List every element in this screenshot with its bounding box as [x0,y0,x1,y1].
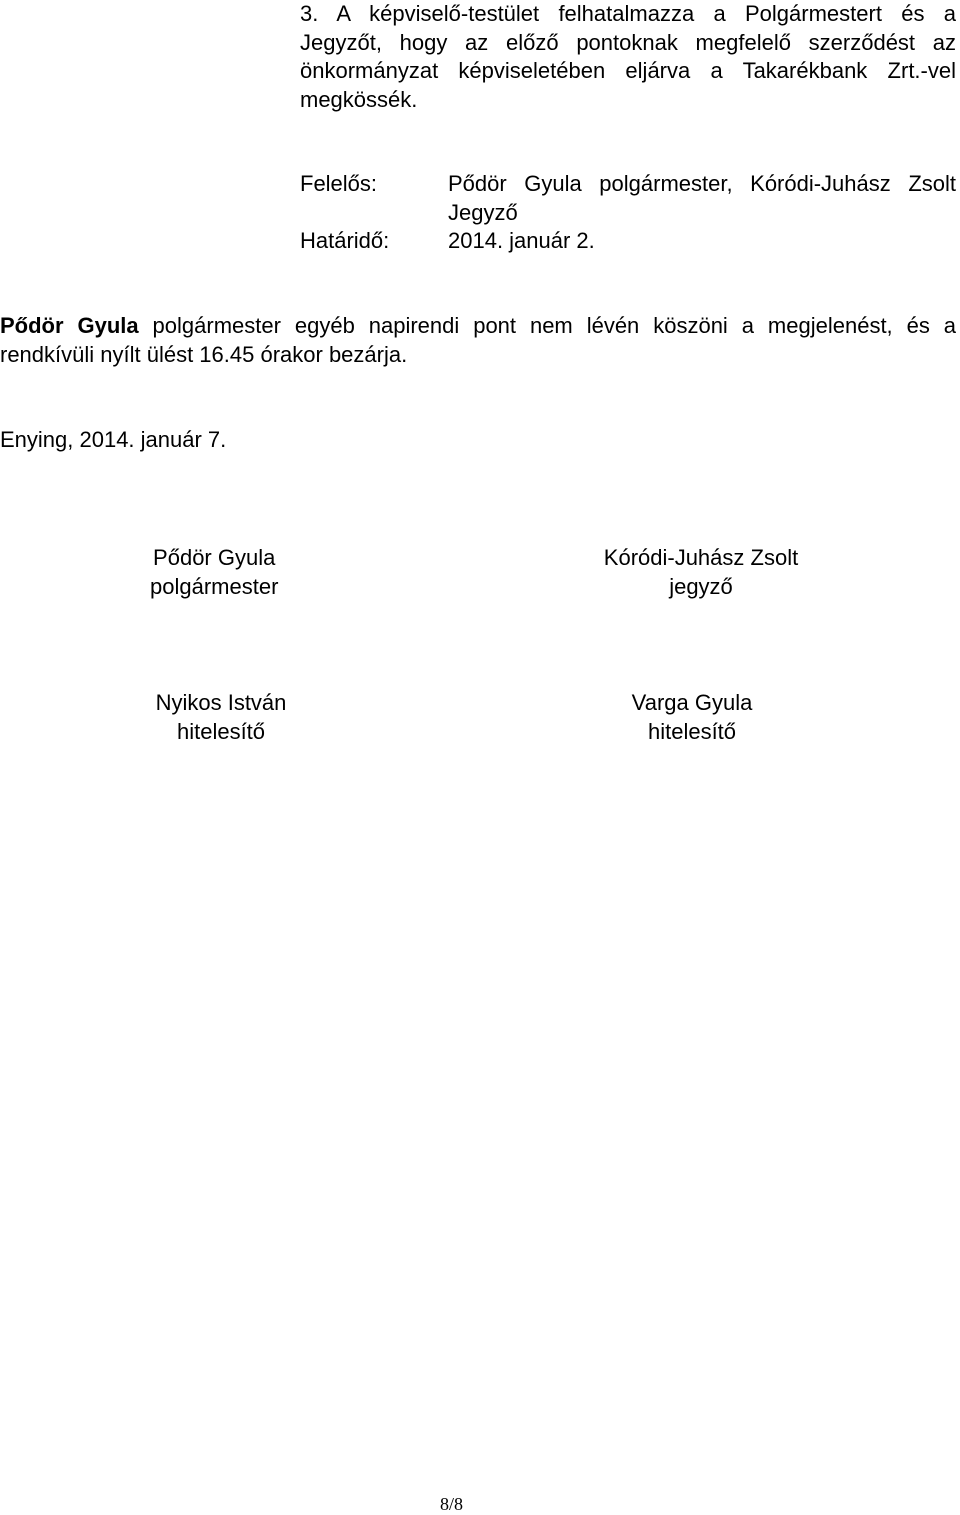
closing-line-1 [0,312,956,341]
signature-authenticator-1 [150,688,292,746]
signature-auth1-title: hitelesítő [176,719,266,744]
signature-auth2-title: hitelesítő [647,719,737,744]
hatarido-label: Határidő: [300,228,390,253]
closing-line-2: rendkívüli nyílt ülést 16.45 órakor bezárja. [0,341,408,367]
item3-line-3: önkormányzat képviseletében eljárva a Takarékbank Zrt.-vel [300,58,956,83]
signature-notary [598,543,804,601]
closing-line-1-rest: polgármester egyéb napirendi pont nem lévén köszöni a megjelenést, és a [138,313,957,338]
felelos-value-line2: Jegyző [448,200,518,225]
page-number: 8/8 [440,1494,464,1514]
item3-line-4: megkössék. [300,86,418,112]
felelos-value-line1: Pődör Gyula polgármester, Kóródi-Juhász Zsolt [448,171,956,196]
item3-line-1: 3. A képviselő-testület felhatalmazza a Polgármestert és a [300,1,956,26]
signature-auth2-name: Varga Gyula [631,690,753,715]
item3-line-2: Jegyzőt, hogy az előző pontoknak megfelelő szerződést az [300,29,956,55]
place-and-date: Enying, 2014. január 7. [0,427,227,452]
signature-auth1-name: Nyikos István [155,690,287,715]
signature-authenticator-2 [627,688,757,746]
closing-paragraph [0,312,956,369]
signature-mayor [150,543,278,601]
resolution-item-3 [300,0,956,114]
signature-mayor-title: polgármester [150,574,279,599]
felelos-label: Felelős: [300,171,378,196]
signature-notary-title: jegyző [669,574,733,599]
signature-mayor-name: Pődör Gyula [153,545,276,570]
closing-mayor-name: Pődör Gyula [0,313,139,338]
hatarido-value: 2014. január 2. [448,228,595,253]
signature-notary-name: Kóródi-Juhász Zsolt [603,545,799,570]
